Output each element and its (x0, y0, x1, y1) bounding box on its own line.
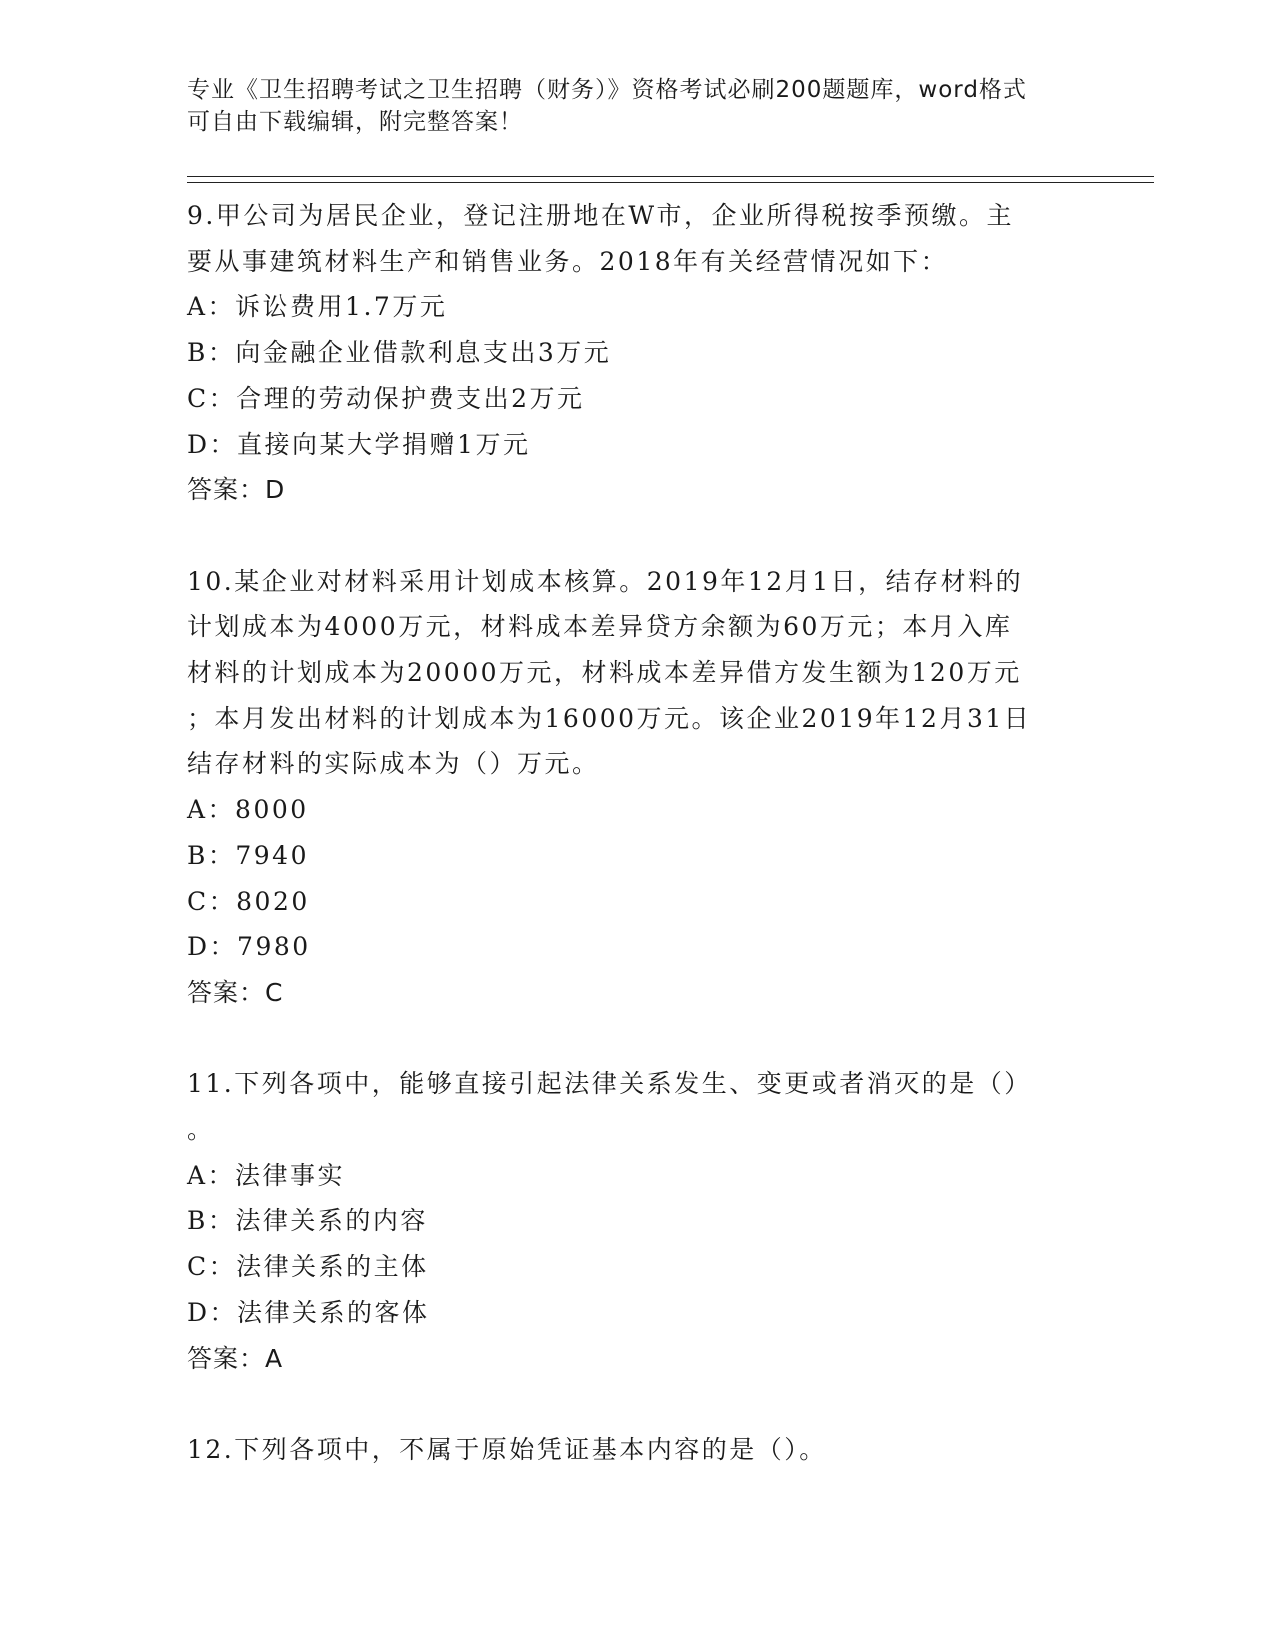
question-spacer (187, 1016, 1077, 1062)
header-divider-top (187, 176, 1154, 177)
option-c: C：合理的劳动保护费支出2万元 (187, 383, 585, 413)
option-c: C：法律关系的主体 (187, 1252, 429, 1282)
option-c: C：8020 (187, 886, 310, 916)
question-9 (187, 193, 1077, 513)
question-stem-line: 10.某企业对材料采用计划成本核算。2019年12月1日，结存材料的 (187, 566, 1024, 596)
question-10 (187, 559, 1077, 1016)
option-b: B：法律关系的内容 (187, 1206, 428, 1236)
question-stem-line: 要从事建筑材料生产和销售业务。2018年有关经营情况如下： (187, 246, 949, 276)
option-a: A：诉讼费用1.7万元 (187, 292, 448, 322)
option-a: A：法律事实 (187, 1160, 346, 1190)
question-spacer (187, 513, 1077, 559)
option-d: D：直接向某大学捐赠1万元 (187, 429, 531, 459)
question-11 (187, 1061, 1077, 1381)
answer: 答案：A (187, 1343, 284, 1373)
question-stem-line: ；本月发出材料的计划成本为16000万元。该企业2019年12月31日 (187, 703, 1032, 733)
option-b: B：向金融企业借款利息支出3万元 (187, 338, 612, 368)
question-stem-line: 9.甲公司为居民企业，登记注册地在W市，企业所得税按季预缴。主 (187, 201, 1015, 230)
answer: 答案：D (187, 475, 286, 505)
option-b: B：7940 (187, 840, 309, 870)
question-stem-line: 11.下列各项中，能够直接引起法律关系发生、变更或者消灭的是（） (187, 1069, 1032, 1099)
question-stem-line: 12.下列各项中，不属于原始凭证基本内容的是（）。 (187, 1434, 827, 1464)
answer: 答案：C (187, 977, 284, 1007)
option-a: A：8000 (187, 795, 309, 825)
question-stem-line: 计划成本为4000万元，材料成本差异贷方余额为60万元；本月入库 (187, 612, 1013, 642)
question-list (187, 193, 1077, 1473)
header-line-1: 专业《卫生招聘考试之卫生招聘（财务）》资格考试必刷200题题库，word格式 (187, 77, 1027, 103)
option-d: D：7980 (187, 932, 311, 962)
question-spacer (187, 1381, 1077, 1427)
document-header (187, 74, 1067, 138)
question-stem-line: 材料的计划成本为20000万元，材料成本差异借方发生额为120万元 (187, 658, 1022, 688)
question-12 (187, 1427, 1077, 1473)
question-stem-line: 结存材料的实际成本为（）万元。 (187, 749, 600, 779)
question-stem-line: 。 (187, 1115, 215, 1145)
header-divider-bottom (187, 182, 1154, 183)
option-d: D：法律关系的客体 (187, 1297, 430, 1327)
header-line-2: 可自由下载编辑，附完整答案！ (187, 109, 523, 135)
